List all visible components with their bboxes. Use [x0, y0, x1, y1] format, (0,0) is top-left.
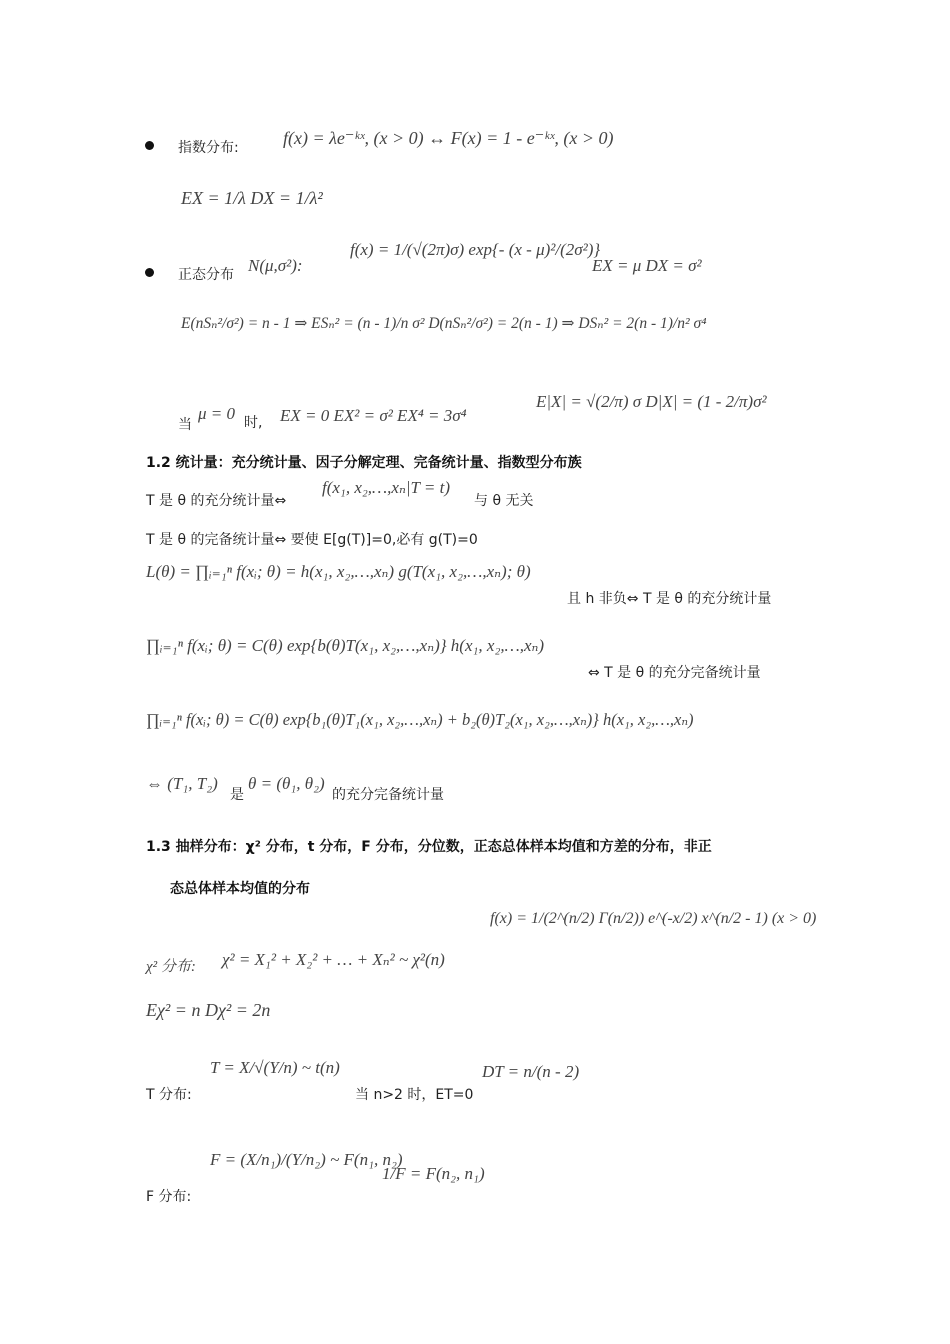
sample-variance-formula: E(nSₙ²/σ²) = n - 1 ⇒ ESₙ² = (n - 1)/n σ² D(nSₙ²/σ²) = 2(n - 1) ⇒ DSₙ² = 2(n - 1)/n² σ⁴: [181, 315, 707, 332]
sufficient-suffix: 与 θ 无关: [474, 493, 534, 509]
exp-family-suffix: ⇔ T 是 θ 的充分完备统计量: [588, 665, 761, 681]
chi-square-definition: χ² = X₁² + X₂² + … + Xₙ² ~ χ²(n): [222, 950, 445, 969]
exp-dist-label: 指数分布:: [178, 140, 239, 156]
exp-family-2-prefix: ⇔ (T₁, T₂): [146, 774, 218, 793]
complete-statistic-text: T 是 θ 的完备统计量⇔ 要使 E[g(T)]=0,必有 g(T)=0: [146, 532, 478, 548]
t-dist-label: T 分布:: [146, 1087, 192, 1103]
f-dist-definition: F = (X/n₁)/(Y/n₂) ~ F(n₁, n₂): [210, 1150, 403, 1169]
t-dist-definition: T = X/√(Y/n) ~ t(n): [210, 1058, 340, 1077]
exp-family-2-mid: 是: [230, 787, 244, 803]
sufficient-prefix: T 是 θ 的充分统计量⇔: [146, 493, 287, 509]
exp-family-2-suffix: 的充分完备统计量: [332, 787, 444, 803]
exp-family-formula: ∏ᵢ₌₁ⁿ f(xᵢ; θ) = C(θ) exp{b(θ)T(x₁, x₂,…,xₙ)} h(x₁, x₂,…,xₙ): [146, 636, 545, 655]
exp-family-2-theta: θ = (θ₁, θ₂): [248, 774, 325, 793]
chi-square-moments: Eχ² = n Dχ² = 2n: [146, 1000, 271, 1020]
sufficient-formula: f(x₁, x₂,…,xₙ|T = t): [322, 478, 451, 497]
chi-square-pdf: f(x) = 1/(2^(n/2) Γ(n/2)) e^(-x/2) x^(n/2 - 1) (x > 0): [490, 910, 817, 927]
bullet-icon: [145, 141, 154, 150]
f-dist-label: F 分布:: [146, 1189, 192, 1205]
section-heading-1-3-cont: 态总体样本均值的分布: [170, 881, 310, 897]
section-heading-1-3: 1.3 抽样分布：χ² 分布，t 分布，F 分布，分位数，正态总体样本均值和方差的分布，非正: [146, 839, 712, 855]
when-moments: EX = 0 EX² = σ² EX⁴ = 3σ⁴: [280, 406, 467, 425]
t-dist-variance: DT = n/(n - 2): [482, 1062, 580, 1081]
t-dist-condition: 当 n>2 时，ET=0: [355, 1087, 474, 1103]
section-heading-1-2: 1.2 统计量：充分统计量、因子分解定理、完备统计量、指数型分布族: [146, 455, 582, 471]
exp-family-2-formula: ∏ᵢ₌₁ⁿ f(xᵢ; θ) = C(θ) exp{b₁(θ)T₁(x₁, x₂,…,xₙ) + b₂(θ)T₂(x₁, x₂,…,xₙ)} h(x₁, x₂,…,xₙ): [146, 710, 694, 729]
when-condition: μ = 0: [198, 404, 236, 423]
normal-dist-symbol: N(μ,σ²):: [248, 256, 303, 275]
factorization-formula: L(θ) = ∏ᵢ₌₁ⁿ f(xᵢ; θ) = h(x₁, x₂,…,xₙ) g(T(x₁, x₂,…,xₙ); θ): [146, 562, 531, 581]
when-suffix: 时,: [244, 415, 263, 431]
bullet-icon: [145, 268, 154, 277]
factorization-suffix: 且 h 非负⇔ T 是 θ 的充分统计量: [567, 591, 772, 607]
chi-square-label: χ² 分布:: [146, 959, 196, 975]
f-dist-reciprocal: 1/F = F(n₂, n₁): [382, 1164, 485, 1183]
when-prefix: 当: [178, 417, 192, 433]
normal-moments: EX = μ DX = σ²: [592, 256, 702, 275]
normal-pdf-formula: f(x) = 1/(√(2π)σ) exp{- (x - μ)²/(2σ²)}: [350, 240, 601, 259]
exp-pdf-formula: f(x) = λe⁻ᵏˣ, (x > 0) ↔ F(x) = 1 - e⁻ᵏˣ, (x > 0): [283, 128, 614, 148]
normal-dist-label: 正态分布: [178, 267, 234, 283]
exp-moments: EX = 1/λ DX = 1/λ²: [181, 188, 323, 208]
abs-moments: E|X| = √(2/π) σ D|X| = (1 - 2/π)σ²: [536, 392, 767, 411]
